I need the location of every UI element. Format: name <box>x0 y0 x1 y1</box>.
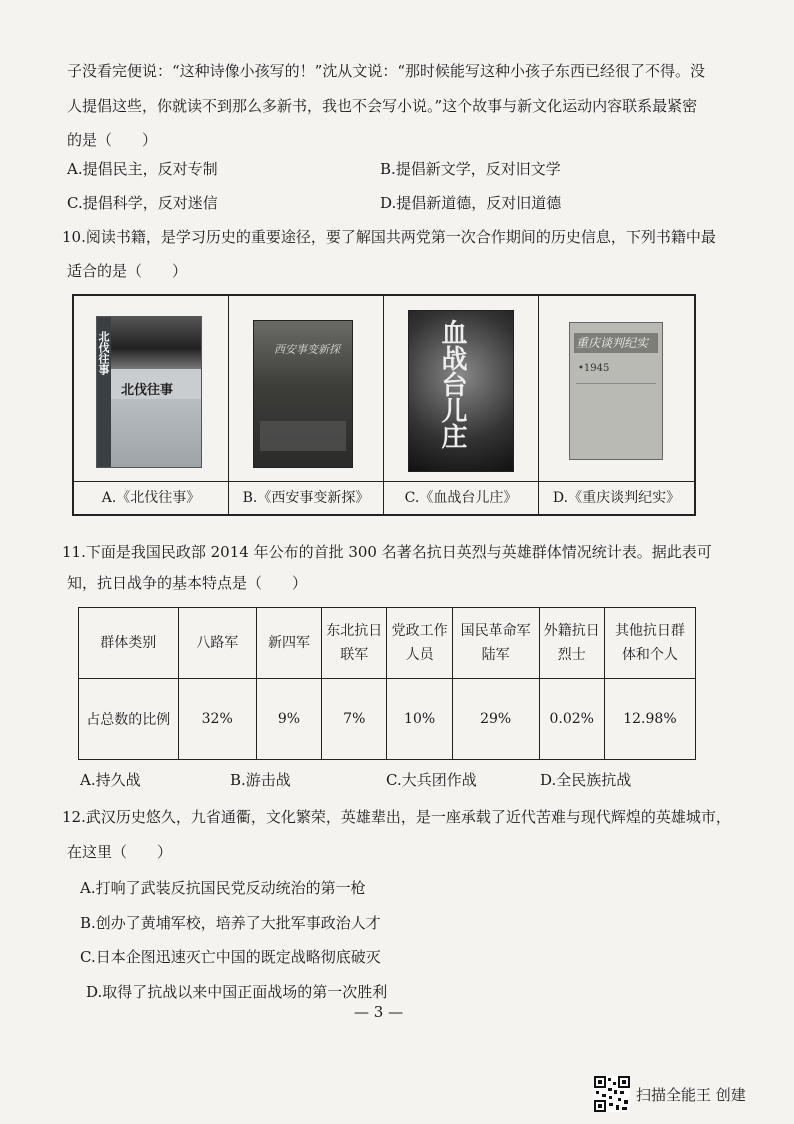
q10-stem-line-1: 10.阅读书籍，是学习历史的重要途径，要了解国共两党第一次合作期间的历史信息，下列书籍中最 <box>62 228 716 246</box>
hero-stats-table <box>78 607 696 760</box>
q12-stem-line-1: 12.武汉历史悠久，九省通衢，文化繁荣，英雄辈出，是一座承载了近代苦难与现代辉煌的英雄城市， <box>62 808 731 826</box>
q10-stem-line-2: 适合的是（ ） <box>67 262 188 280</box>
table-header-foreign-martyrs: 外籍抗日烈士 <box>539 608 604 679</box>
book-caption-d: D.《重庆谈判纪实》 <box>552 490 681 506</box>
book-cover-c <box>408 310 514 472</box>
table-header-party-staff: 党政工作人员 <box>387 608 452 679</box>
q11-option-b: B.游击战 <box>230 771 291 789</box>
book-cell-a <box>74 296 229 482</box>
table-header-northeast-army: 东北抗日联军 <box>322 608 387 679</box>
book-caption-b: B.《西安事变新探》 <box>229 482 384 516</box>
q11-option-d: D.全民族抗战 <box>540 771 632 789</box>
book-cell-d <box>539 296 694 482</box>
book-caption-a: A.《北伐往事》 <box>74 482 229 516</box>
book-spine-title-a: 北伐往事 <box>97 331 110 375</box>
table-cell-value: 12.98% <box>604 679 695 760</box>
book-figure-table <box>72 294 696 516</box>
book-cell-b <box>229 296 384 482</box>
table-cell-value: 0.02% <box>539 679 604 760</box>
q11-option-a: A.持久战 <box>80 771 141 789</box>
q9-option-a: A.提倡民主，反对专制 <box>67 160 218 178</box>
q11-stem-line-1: 11.下面是我国民政部 2014 年公布的首批 300 名著名抗日英烈与英雄群体情况统计表。据此表可 <box>62 543 712 561</box>
table-row-label: 占总数的比例 <box>79 679 179 760</box>
q11-stem-line-2: 知，抗日战争的基本特点是（ ） <box>67 574 308 592</box>
book-caption-c: C.《血战台儿庄》 <box>384 482 539 516</box>
table-cell-value: 7% <box>322 679 387 760</box>
page-number: — 3 — <box>354 1003 404 1021</box>
q9-stem-line-3: 的是（ ） <box>67 131 158 149</box>
table-cell-value: 29% <box>452 679 539 760</box>
q12-stem-line-2: 在这里（ ） <box>67 843 173 861</box>
book-cover-title-b: 西安事变新探 <box>274 343 340 356</box>
book-cell-c <box>384 296 539 482</box>
scanner-watermark <box>594 1076 746 1112</box>
book-cover-title-c: 血战台儿庄 <box>437 319 467 449</box>
book-cover-title-a: 北伐往事 <box>121 383 174 398</box>
q9-stem-line-2: 人提倡这些，你就读不到那么多新书，我也不会写小说。”这个故事与新文化运动内容联系最紧密 <box>67 97 698 115</box>
table-header-8th-route-army: 八路军 <box>178 608 256 679</box>
q9-stem-line-1: 子没看完便说：“这种诗像小孩写的！”沈从文说：“那时候能写这种小孩子东西已经很了不得。没 <box>67 62 706 80</box>
q9-option-b: B.提倡新文学，反对旧文学 <box>380 160 561 178</box>
table-cell-value: 9% <box>256 679 321 760</box>
book-cover-year-d: •1945 <box>578 363 610 374</box>
table-header-new-4th-army: 新四军 <box>256 608 321 679</box>
book-cover-title-d: 重庆谈判纪实 <box>576 336 649 350</box>
q12-option-c: C.日本企图迅速灭亡中国的既定战略彻底破灭 <box>80 948 381 966</box>
qr-code-icon <box>594 1076 630 1112</box>
book-cover-a <box>96 316 202 468</box>
q9-option-c: C.提倡科学，反对迷信 <box>67 194 218 212</box>
q11-option-c: C.大兵团作战 <box>386 771 477 789</box>
q12-option-d: D.取得了抗战以来中国正面战场的第一次胜利 <box>86 983 388 1001</box>
table-cell-value: 10% <box>387 679 452 760</box>
q12-option-a: A.打响了武装反抗国民党反动统治的第一枪 <box>80 879 366 897</box>
table-header-nationalist-army: 国民革命军陆军 <box>452 608 539 679</box>
table-header-other-groups: 其他抗日群体和个人 <box>604 608 695 679</box>
book-cover-d <box>569 322 663 460</box>
table-header-category: 群体类别 <box>79 608 179 679</box>
q9-option-d: D.提倡新道德，反对旧道德 <box>380 194 562 212</box>
q12-option-b: B.创办了黄埔军校，培养了大批军事政治人才 <box>80 914 381 932</box>
book-cover-b <box>253 320 353 468</box>
watermark-text: 扫描全能王 创建 <box>636 1085 746 1104</box>
table-cell-value: 32% <box>178 679 256 760</box>
